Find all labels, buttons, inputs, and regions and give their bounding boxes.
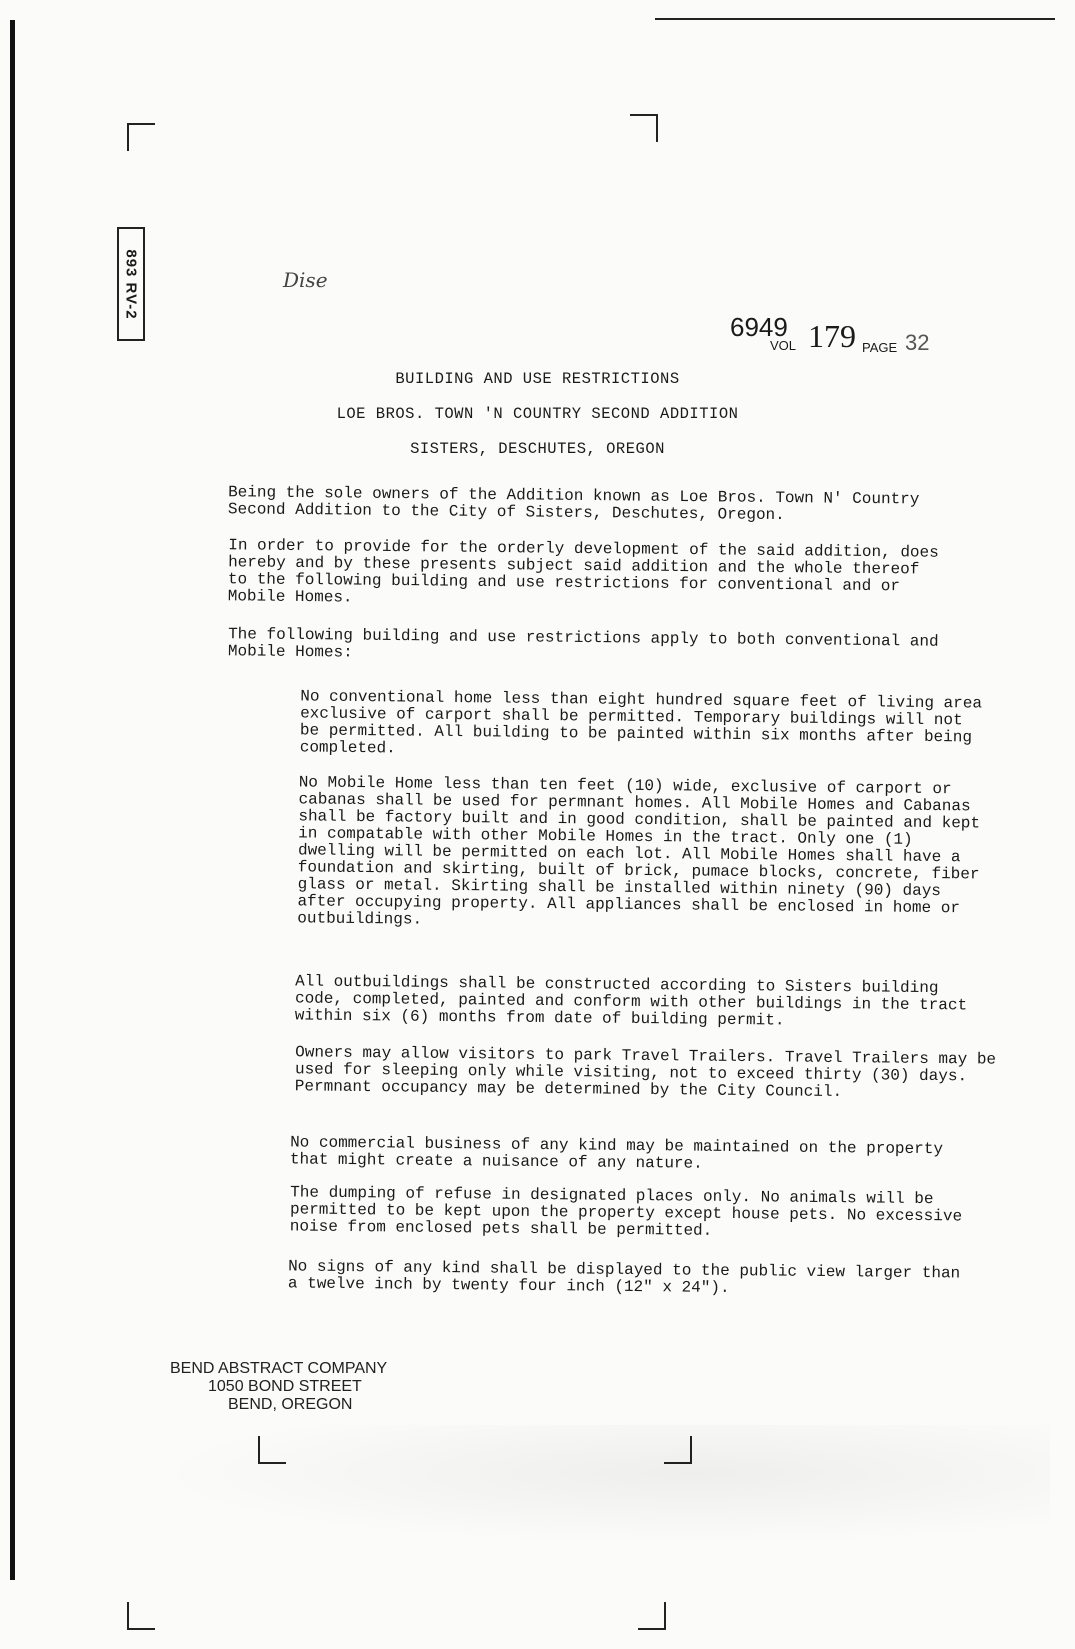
vol-number: 179 xyxy=(808,318,856,354)
restriction-item: Owners may allow visitors to park Travel Trailers. Travel Trailers may be used for sleeping only while visiting, not to exceed thirty (30) days. Permnant occupancy may be determined by the City Council. xyxy=(294,1043,997,1102)
handwritten-note: Dise xyxy=(283,268,328,292)
order-paragraph: In order to provide for the orderly development of the said addition, does hereby and by these presents subject said addition and the whole thereof to the following building and use restrictions for conventional and or Mobile Homes. xyxy=(227,536,939,607)
document-title: BUILDING AND USE RESTRICTIONS xyxy=(395,370,680,388)
restriction-item: The dumping of refuse in designated places only. No animals will be permitted to be kept upon the property except house pets. No excessive noise from enclosed pets shall be permitted. xyxy=(289,1183,963,1240)
restriction-item: No conventional home less than eight hundred square feet of living area exclusive of carport shall be permitted. Temporary buildings will not be permitted. All building to be painted within six months after being completed. xyxy=(299,687,983,758)
crop-mark-lower-right xyxy=(638,1602,666,1630)
intro-paragraph: Being the sole owners of the Addition known as Loe Bros. Town N' Country Second Addition to the City of Sisters, Deschutes, Oregon. xyxy=(227,483,920,525)
stamp-text: 893 RV-2 xyxy=(122,248,140,320)
scan-edge-line xyxy=(10,20,15,1580)
crop-mark-top-left xyxy=(127,123,155,151)
restriction-item: All outbuildings shall be constructed according to Sisters building code, completed, painted and conform with other buildings in the tract within six (6) months from date of building permit. xyxy=(294,972,968,1030)
page-label: PAGE xyxy=(862,340,898,355)
crop-mark-top-right xyxy=(630,114,658,142)
scan-top-line xyxy=(655,18,1055,20)
crop-mark-lower-left xyxy=(127,1602,155,1630)
microfilm-stamp xyxy=(117,227,145,341)
company-street: 1050 BOND STREET xyxy=(208,1378,362,1395)
company-name: BEND ABSTRACT COMPANY xyxy=(170,1360,388,1377)
restriction-item: No Mobile Home less than ten feet (10) wide, exclusive of carport or cabanas shall be used for permnant homes. All Mobile Homes and Cabanas shall be factory built and in good condition, shall be painted and kept in compatable with other Mobile Homes in the tract. Only one (1) dwelling will be permitted on each lot. All Mobile Homes shall have a foundation and skirting, built of brick, pumace blocks, concrete, fiber glass or metal. Skirting shall be installed within ninety (90) days after occupying property. All appliances shall be enclosed in home or outbuildings. xyxy=(297,773,981,929)
company-city: BEND, OREGON xyxy=(228,1396,353,1413)
apply-paragraph: The following building and use restrictions apply to both conventional and Mobile Homes: xyxy=(227,625,939,662)
page-number: 32 xyxy=(905,330,930,355)
document-location: SISTERS, DESCHUTES, OREGON xyxy=(410,440,665,458)
company-stamp xyxy=(170,1360,387,1414)
restriction-item: No signs of any kind shall be displayed to the public view larger than a twelve inch by twenty four inch (12" x 24"). xyxy=(287,1257,961,1298)
record-number: 6949 xyxy=(730,312,788,342)
scan-smudge xyxy=(150,1425,1050,1545)
restriction-item: No commercial business of any kind may be maintained on the property that might create a nuisance of any nature. xyxy=(289,1133,944,1173)
document-subtitle: LOE BROS. TOWN 'N COUNTRY SECOND ADDITION xyxy=(336,405,739,423)
vol-label: VOL xyxy=(770,338,797,353)
